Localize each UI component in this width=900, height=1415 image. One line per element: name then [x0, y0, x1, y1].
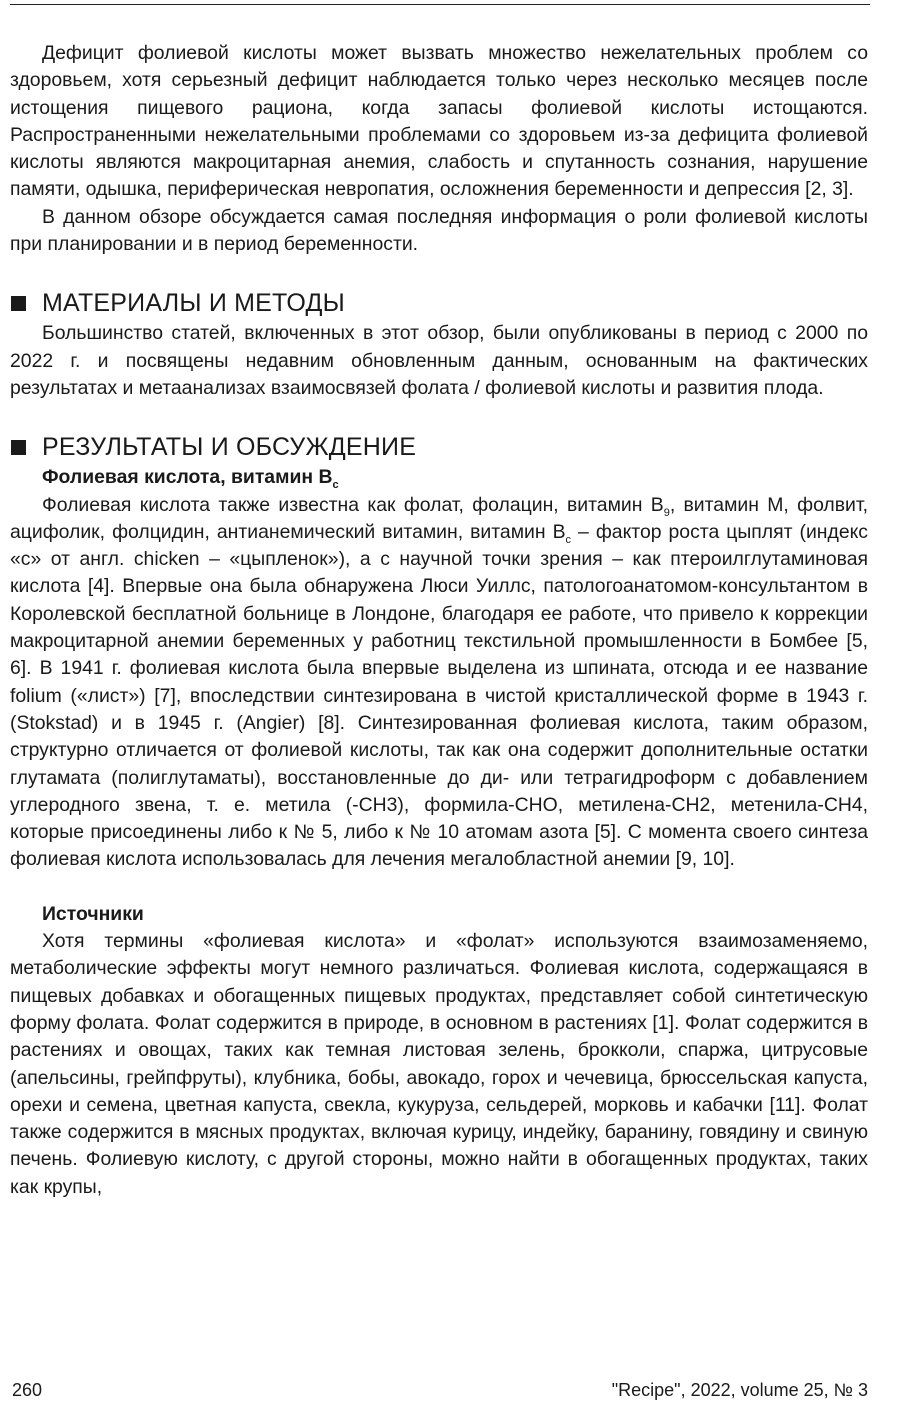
results-paragraph-2: Хотя термины «фолиевая кислота» и «фолат» используются взаимозаменяемо, метаболические эффекты могут немного различаться. Фолиевая кислота, содержащаяся в пищевых добавках и обогащенных пищевых продуктах, представляет собой синтетическую форму фолата. Фолат содержится в природе, в основном в растениях [1]. Фолат содержится в растениях и овощах, таких как темная листовая зелень, брокколи, спаржа, цитрусовые (апельсины, грейпфруты), клубника, бобы, авокадо, горох и чечевица, брюссельская капуста, орехи и семена, цветная капуста, свекла, кукуруза, сельдерей, морковь и кабачки [11]. Фолат также содержится в мясных продуктах, включая курицу, индейку, баранину, говядину и свиную печень. Фолиевую кислоту, с другой стороны, можно найти в обогащенных продуктах, таких как крупы,	[10, 930, 868, 1198]
results-p1-part1: Фолиевая кислота также известна как фолат, фолацин, витамин B	[42, 493, 664, 516]
intro-paragraph-2: В данном обзоре обсуждается самая последняя информация о роли фолиевой кислоты при планировании и в период беременности.	[10, 205, 868, 256]
subheading-folic-acid-text: Фолиевая кислота, витамин B	[42, 466, 333, 489]
subheading-sources: Источники	[42, 902, 144, 925]
section-heading-results-text: РЕЗУЛЬТАТЫ И ОБСУЖДЕНИЕ	[42, 433, 417, 462]
article-body	[10, 40, 868, 1201]
subheading-folic-acid-sub: c	[332, 479, 339, 492]
methods-paragraph: Большинство статей, включенных в этот обзор, были опубликованы в период с 2000 по 2022 г. и посвящены недавним обновленным данным, основанным на фактических результатах и метаанализах взаимосвязей фолата / фолиевой кислоты и развития плода.	[10, 322, 868, 399]
results-p1-sub2: c	[565, 533, 572, 546]
results-p1-part2: , витамин М, фолвит, ацифолик, фолцидин, антианемический витамин, витамин B	[10, 493, 868, 543]
square-bullet-icon	[11, 296, 26, 311]
results-p1-part3: – фактор роста цыплят (индекс «с» от англ. chicken – «цыпленок»), а с научной точки зрения – как птероилглутаминовая кислота [4]. Впервые она была обнаружена Люси Уиллс, патологоанатомом-консультантом в Королевской бесплатной больнице в Лондоне, благодаря ее работе, что привело к коррекции макроцитарной анемии беременных у работниц текстильной промышленности в Бомбее [5, 6]. В 1941 г. фолиевая кислота была впервые выделена из шпината, отсюда и ее название folium («лист») [7], впоследствии синтезирована в чистой кристаллической форме в 1943 г. (Stokstad) и в 1945 г. (Angier) [8]. Синтезированная фолиевая кислота, таким образом, структурно отличается от фолиевой кислоты, так как она содержит дополнительные остатки глутамата (полиглутаматы), восстановленные до ди- или тетрагидроформ с добавлением углеродного звена, т. е. метила (-CH3), формила-CHO, метилена-CH2, метенила-CH4, которые присоединены либо к № 5, либо к № 10 атомам азота [5]. С момента своего синтеза фолиевая кислота использовалась для лечения мегалобластной анемии [9, 10].	[10, 520, 868, 871]
section-heading-methods-text: МАТЕРИАЛЫ И МЕТОДЫ	[42, 289, 345, 318]
top-rule	[10, 4, 870, 5]
subheading-folic-acid	[10, 464, 868, 491]
section-heading-results	[10, 430, 868, 464]
results-p1-sub1: 9	[663, 506, 670, 519]
journal-citation: "Recipe", 2022, volume 25, № 3	[611, 1380, 868, 1400]
page-number: 260	[12, 1380, 43, 1400]
section-heading-methods	[10, 286, 868, 320]
square-bullet-icon	[11, 440, 26, 455]
results-paragraph-1	[10, 492, 868, 874]
intro-paragraph-1: Дефицит фолиевой кислоты может вызвать множество нежелательных проблем со здоровьем, хотя серьезный дефицит наблюдается только через несколько месяцев после истощения пищевого рациона, когда запасы фолиевой кислоты истощаются. Распространенными нежелательными проблемами со здоровьем из-за дефицита фолиевой кислоты являются макроцитарная анемия, слабость и спутанность сознания, нарушение памяти, одышка, периферическая невропатия, осложнения беременности и депрессия [2, 3].	[10, 42, 868, 201]
